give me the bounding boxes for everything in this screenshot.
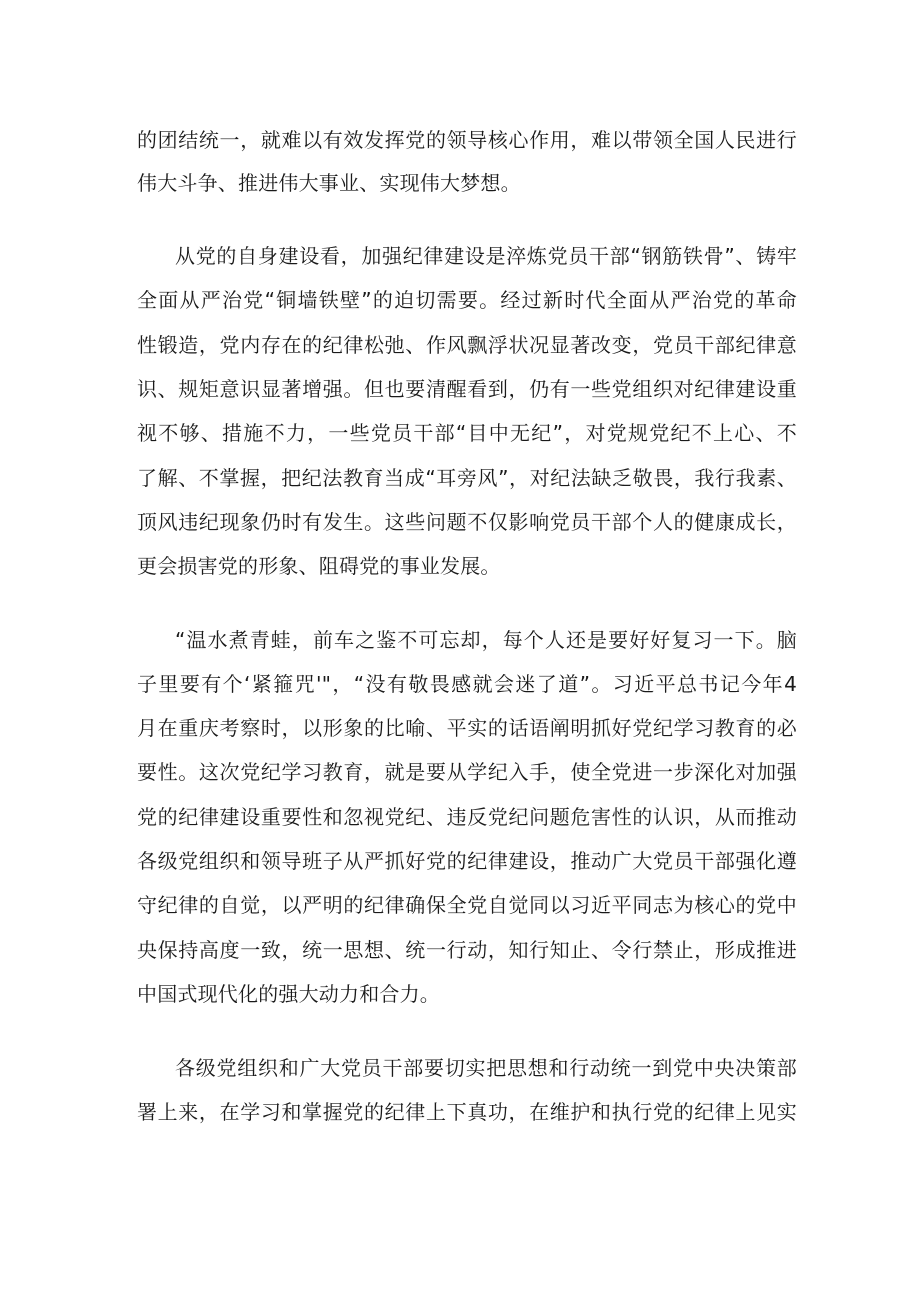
paragraph-3-line-9: 中国式现代化的强大动力和合力。 [137, 982, 440, 1006]
paragraph-2-line-6: 了解、不掌握，把纪法教育当成“耳旁风”，对纪法缺乏敬畏，我行我素、 [137, 466, 797, 490]
paragraph-3-line-4: 要性。这次党纪学习教育，就是要从学纪入手，使全党进一步深化对加强 [137, 760, 797, 784]
paragraph-4-line-1: 各级党组织和广大党员干部要切实把思想和行动统一到党中央决策部 [175, 1056, 797, 1080]
paragraph-3-line-8: 央保持高度一致，统一思想、统一行动，知行知止、令行禁止，形成推进 [137, 938, 797, 962]
paragraph-2-line-7: 顶风违纪现象仍时有发生。这些问题不仅影响党员干部个人的健康成长， [137, 510, 797, 534]
paragraph-2-line-8: 更会损害党的形象、阻碍党的事业发展。 [137, 554, 501, 578]
paragraph-3-line-6: 各级党组织和领导班子从严抓好党的纪律建设，推动广大党员干部强化遵 [137, 849, 797, 873]
paragraph-1-line-2: 伟大斗争、推进伟大事业、实现伟大梦想。 [137, 171, 521, 195]
paragraph-4-line-2: 署上来，在学习和掌握党的纪律上下真功，在维护和执行党的纪律上见实 [137, 1100, 797, 1124]
paragraph-1-line-1: 的团结统一，就难以有效发挥党的领导核心作用，难以带领全国人民进行 [137, 128, 797, 152]
paragraph-3-line-3: 月在重庆考察时，以形象的比喻、平实的话语阐明抓好党纪学习教育的必 [137, 716, 797, 740]
paragraph-2-line-4: 识、规矩意识显著增强。但也要清醒看到，仍有一些党组织对纪律建设重 [137, 377, 797, 401]
paragraph-3-line-5: 党的纪律建设重要性和忽视党纪、违反党纪问题危害性的认识，从而推动 [137, 805, 797, 829]
paragraph-2-line-3: 性锻造，党内存在的纪律松弛、作风飘浮状况显著改变，党员干部纪律意 [137, 333, 797, 357]
paragraph-3-line-1: “温水煮青蛙，前车之鉴不可忘却，每个人还是要好好复习一下。脑 [175, 628, 797, 652]
paragraph-3-line-2: 子里要有个‘紧箍咒'"，“没有敬畏感就会迷了道”。习近平总书记今年4 [137, 672, 797, 696]
paragraph-2-line-5: 视不够、措施不力，一些党员干部“目中无纪”，对党规党纪不上心、不 [137, 421, 797, 445]
paragraph-3-line-7: 守纪律的自觉，以严明的纪律确保全党自觉同以习近平同志为核心的党中 [137, 893, 797, 917]
paragraph-2-line-2: 全面从严治党“铜墙铁壁”的迫切需要。经过新时代全面从严治党的革命 [137, 288, 797, 312]
paragraph-2-line-1: 从党的自身建设看，加强纪律建设是淬炼党员干部“钢筋铁骨”、铸牢 [175, 244, 797, 268]
